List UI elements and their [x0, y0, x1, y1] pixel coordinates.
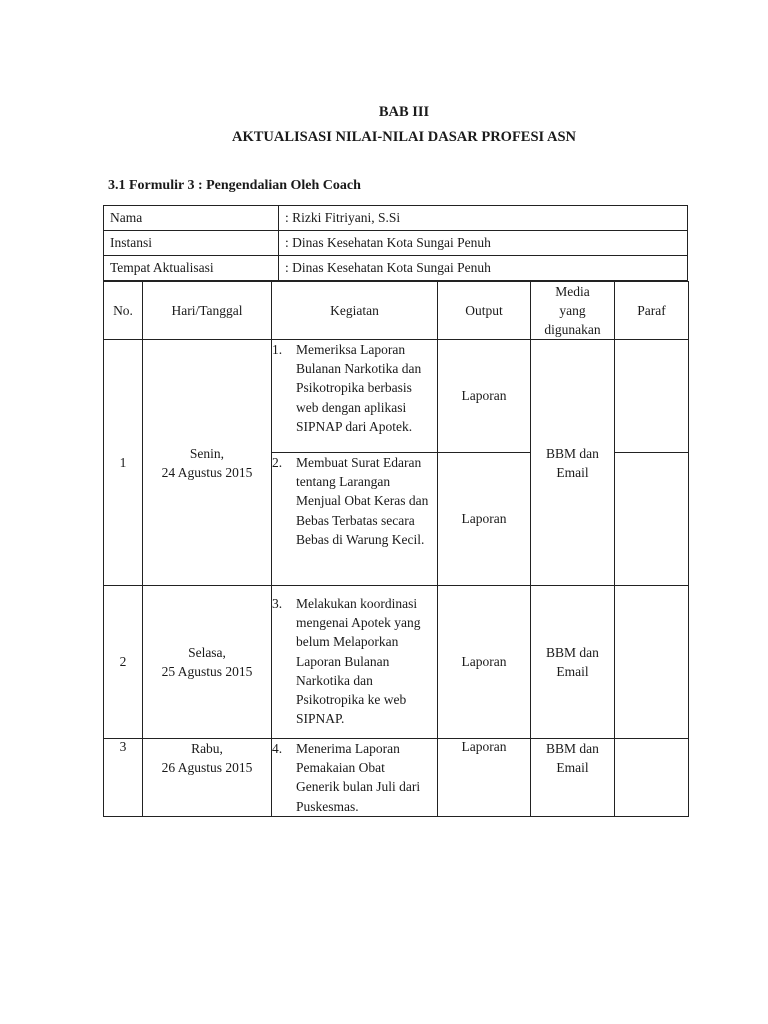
- row-date: Senin, 24 Agustus 2015: [143, 340, 272, 586]
- table-row: [104, 586, 689, 739]
- info-label: Tempat Aktualisasi: [104, 256, 279, 281]
- output-cell: Laporan: [438, 739, 531, 817]
- table-row: [104, 739, 689, 817]
- signature-cell: [615, 586, 689, 739]
- info-label: Instansi: [104, 231, 279, 256]
- output-cell: Laporan: [438, 453, 531, 586]
- row-date: Rabu, 26 Agustus 2015: [143, 739, 272, 817]
- header-date: Hari/Tanggal: [143, 282, 272, 340]
- table-header-row: [104, 282, 689, 340]
- info-row-name: [104, 206, 688, 231]
- header-no: No.: [104, 282, 143, 340]
- signature-cell: [615, 453, 689, 586]
- activity-cell: [272, 453, 438, 586]
- activity-cell: [272, 340, 438, 453]
- info-value: : Rizki Fitriyani, S.Si: [279, 206, 688, 231]
- info-row-institution: [104, 231, 688, 256]
- info-value: : Dinas Kesehatan Kota Sungai Penuh: [279, 231, 688, 256]
- activity-number: 3.: [272, 596, 283, 611]
- activity-cell: [272, 586, 438, 739]
- activity-table: [103, 281, 689, 817]
- table-row: [104, 340, 689, 453]
- row-number: 1: [104, 340, 143, 586]
- info-label: Nama: [104, 206, 279, 231]
- activity-text: Memeriksa Laporan Bulanan Narkotika dan Psikotropika berbasis web dengan aplikasi SIPNAP dari Apotek.: [296, 342, 422, 434]
- header-signature: Paraf: [615, 282, 689, 340]
- activity-cell: [272, 739, 438, 817]
- activity-number: 1.: [272, 342, 283, 357]
- form-title: 3.1 Formulir 3 : Pengendalian Oleh Coach: [108, 178, 361, 193]
- info-table: [103, 205, 688, 281]
- media-cell: BBM dan Email: [531, 340, 615, 586]
- signature-cell: [615, 739, 689, 817]
- output-cell: Laporan: [438, 340, 531, 453]
- activity-number: 4.: [272, 741, 283, 756]
- header-output: Output: [438, 282, 531, 340]
- chapter-title: AKTUALISASI NILAI-NILAI DASAR PROFESI ASN: [231, 129, 577, 145]
- activity-text: Menerima Laporan Pemakaian Obat Generik bulan Juli dari Puskesmas.: [296, 741, 421, 814]
- header-media: Media yang digunakan: [531, 282, 615, 340]
- chapter-heading: BAB III: [378, 104, 430, 120]
- output-cell: Laporan: [438, 586, 531, 739]
- row-number: 2: [104, 586, 143, 739]
- info-value: : Dinas Kesehatan Kota Sungai Penuh: [279, 256, 688, 281]
- info-row-location: [104, 256, 688, 281]
- row-number: 3: [104, 739, 143, 817]
- signature-cell: [615, 340, 689, 453]
- activity-text: Melakukan koordinasi mengenai Apotek yang belum Melaporkan Laporan Bulanan Narkotika dan Psikotropika ke web SIPNAP.: [296, 596, 421, 727]
- activity-number: 2.: [272, 455, 283, 470]
- activity-text: Membuat Surat Edaran tentang Larangan Menjual Obat Keras dan Bebas Terbatas secara Bebas di Warung Kecil.: [296, 455, 429, 547]
- header-activity: Kegiatan: [272, 282, 438, 340]
- row-date: Selasa, 25 Agustus 2015: [143, 586, 272, 739]
- media-cell: BBM dan Email: [531, 739, 615, 817]
- media-cell: BBM dan Email: [531, 586, 615, 739]
